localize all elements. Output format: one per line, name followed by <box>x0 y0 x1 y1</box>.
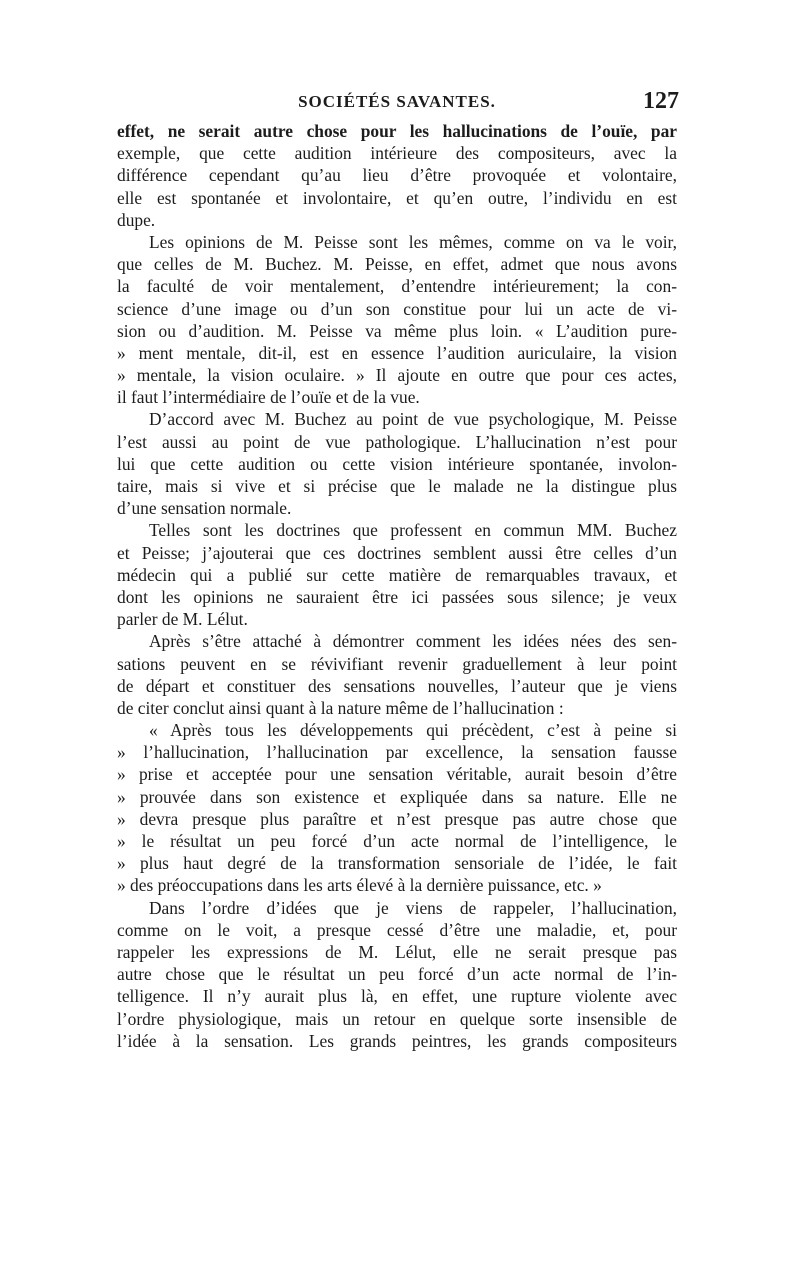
text-line: Dans l’ordre d’idées que je viens de rappeler, l’hallucination, <box>149 897 677 918</box>
text-line: médecin qui a publié sur cette matière de remarquables travaux, et <box>117 564 677 585</box>
text-line: et Peisse; j’ajouterai que ces doctrines semblent aussi être celles d’un <box>117 542 677 563</box>
text-line: lui que cette audition ou cette vision intérieure spontanée, involon- <box>117 453 677 474</box>
text-line: elle est spontanée et involontaire, et qu’en outre, l’individu en est <box>117 187 677 208</box>
text-line: dont les opinions ne sauraient être ici passées sous silence; je veux <box>117 586 677 607</box>
text-line: différence cependant qu’au lieu d’être provoquée et volontaire, <box>117 165 677 186</box>
text-line: » devra presque plus paraître et n’est presque pas autre chose que <box>117 808 677 829</box>
text-line: d’une sensation normale. <box>117 498 292 519</box>
text-line: l’idée à la sensation. Les grands peintres, les grands compositeurs <box>117 1030 677 1051</box>
page-number: 127 <box>643 88 679 114</box>
text-line: comme on le voit, a presque cessé d’être une maladie, et, pour <box>117 919 677 940</box>
text-line: taire, mais si vive et si précise que le malade ne la distingue plus <box>117 476 677 496</box>
text-line: de citer conclut ainsi quant à la nature même de l’hallucination : <box>117 697 564 718</box>
text-line: » mentale, la vision oculaire. » Il ajoute en outre que pour ces actes, <box>117 365 677 386</box>
text-line: sations peuvent en se révivifiant revenir graduellement à leur point <box>117 653 677 674</box>
text-line: rappeler les expressions de M. Lélut, elle ne serait presque pas <box>117 941 677 962</box>
text-line: l’ordre physiologique, mais un retour en quelque sorte insensible de <box>117 1008 677 1029</box>
body-text <box>117 120 677 1052</box>
text-line: » le résultat un peu forcé d’un acte normal de l’intelligence, le <box>117 831 677 851</box>
text-line: Les opinions de M. Peisse sont les mêmes, comme on va le voir, <box>149 231 677 252</box>
text-line: « Après tous les développements qui précèdent, c’est à peine si <box>149 720 677 741</box>
text-line: l’est aussi au point de vue pathologique. L’hallucination n’est pour <box>117 431 677 452</box>
book-page <box>117 88 677 1052</box>
text-line: Après s’être attaché à démontrer comment les idées nées des sen- <box>149 631 677 652</box>
text-line: exemple, que cette audition intérieure des compositeurs, avec la <box>117 143 677 164</box>
text-line: dupe. <box>117 209 156 230</box>
text-line: » prise et acceptée pour une sensation véritable, aurait besoin d’être <box>117 764 677 785</box>
text-line: » l’hallucination, l’hallucination par excellence, la sensation fausse <box>117 742 677 763</box>
text-line: » des préoccupations dans les arts élevé à la dernière puissance, etc. » <box>117 875 602 896</box>
text-line: » ment mentale, dit-il, est en essence l’audition auriculaire, la vision <box>117 342 677 363</box>
text-line: » prouvée dans son existence et expliquée dans sa nature. Elle ne <box>117 786 677 807</box>
text-line: la faculté de voir mentalement, d’entendre intérieurement; la con- <box>117 276 677 297</box>
text-line: D’accord avec M. Buchez au point de vue psychologique, M. Peisse <box>149 409 677 430</box>
text-line: que celles de M. Buchez. M. Peisse, en effet, admet que nous avons <box>117 254 677 275</box>
text-line: sion ou d’audition. M. Peisse va même plus loin. « L’audition pure- <box>117 320 677 341</box>
running-title: SOCIÉTÉS SAVANTES. <box>298 92 496 111</box>
text-line: de départ et constituer des sensations nouvelles, l’auteur que je viens <box>117 675 677 696</box>
page-header <box>117 88 677 118</box>
text-line: telligence. Il n’y aurait plus là, en effet, une rupture violente avec <box>117 986 677 1007</box>
text-line: autre chose que le résultat un peu forcé d’un acte normal de l’in- <box>117 964 677 985</box>
text-line: effet, ne serait autre chose pour les hallucinations de l’ouïe, par <box>117 121 677 141</box>
text-line: parler de M. Lélut. <box>117 609 248 630</box>
text-line: Telles sont les doctrines que professent en commun MM. Buchez <box>149 520 677 541</box>
text-line: science d’une image ou d’un son constitue pour lui un acte de vi- <box>117 298 677 319</box>
text-line: il faut l’intermédiaire de l’ouïe et de la vue. <box>117 387 420 408</box>
text-line: » plus haut degré de la transformation sensoriale de l’idée, le fait <box>117 853 677 874</box>
